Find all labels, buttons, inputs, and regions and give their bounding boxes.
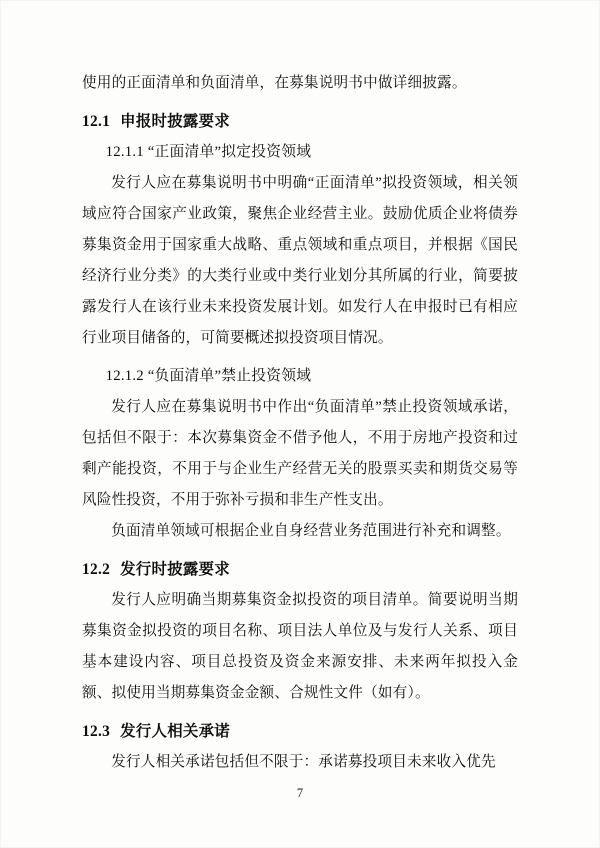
paragraph: 负面清单领域可根据企业自身经营业务范围进行补充和调整。 [111, 523, 511, 539]
paragraph: 发行人相关承诺包括但不限于：承诺募投项目未来收入优先 [111, 754, 496, 770]
paragraph: 发行人应在募集说明书中明确“正面清单”拟投资领域，相关领域应符合国家产业政策，聚焦企业经营主业。鼓励优质企业将债券募集资金用于国家重大战略、重点领域和重点项目，并根据《国民经济行业分类》的大类行业或中类行业划分其所属的行业，简要披露发行人在该行业未来投资发展计划。如发行人在申报时已有相应行业项目储备的，可简要概述拟投资项目情况。 [82, 175, 518, 346]
section-heading-12-3 [82, 716, 518, 747]
paragraph: 发行人应在募集说明书中作出“负面清单”禁止投资领域承诺，包括但不限于：本次募集资金不借予他人，不用于房地产投资和过剩产能投资，不用于与企业生产经营无关的股票买卖和期货交易等风险性投资，不用于弥补亏损和非生产性支出。 [82, 399, 518, 508]
spacer [82, 547, 518, 554]
section-number: 12.3 [82, 723, 111, 740]
subsection-heading-12-1-1: 12.1.1 “正面清单”拟定投资领域 [105, 144, 312, 160]
spacer [82, 709, 518, 716]
paragraph: 发行人应明确当期募集资金拟投资的项目清单。简要说明当期募集资金拟投资的项目名称、项目法人单位及与发行人关系、项目基本建设内容、项目总投资及资金来源安排、未来两年拟投入金额、拟使用当期募集资金金额、合规性文件（如有）。 [82, 592, 518, 701]
section-title: 发行人相关承诺 [120, 723, 230, 740]
subsection-heading-12-1-2: 12.1.2 “负面清单”禁止投资领域 [105, 368, 312, 384]
paragraph: 使用的正面清单和负面清单，在募集说明书中做详细披露。 [82, 75, 467, 91]
section-heading-12-2 [82, 554, 518, 585]
page-content [82, 68, 518, 778]
section-number: 12.1 [82, 113, 111, 130]
spacer [82, 354, 518, 361]
page-number: 7 [296, 786, 304, 800]
section-heading-12-1 [82, 106, 518, 137]
section-title: 发行时披露要求 [120, 561, 230, 578]
section-title: 申报时披露要求 [120, 113, 230, 130]
section-number: 12.2 [82, 561, 111, 578]
spacer [82, 99, 518, 106]
